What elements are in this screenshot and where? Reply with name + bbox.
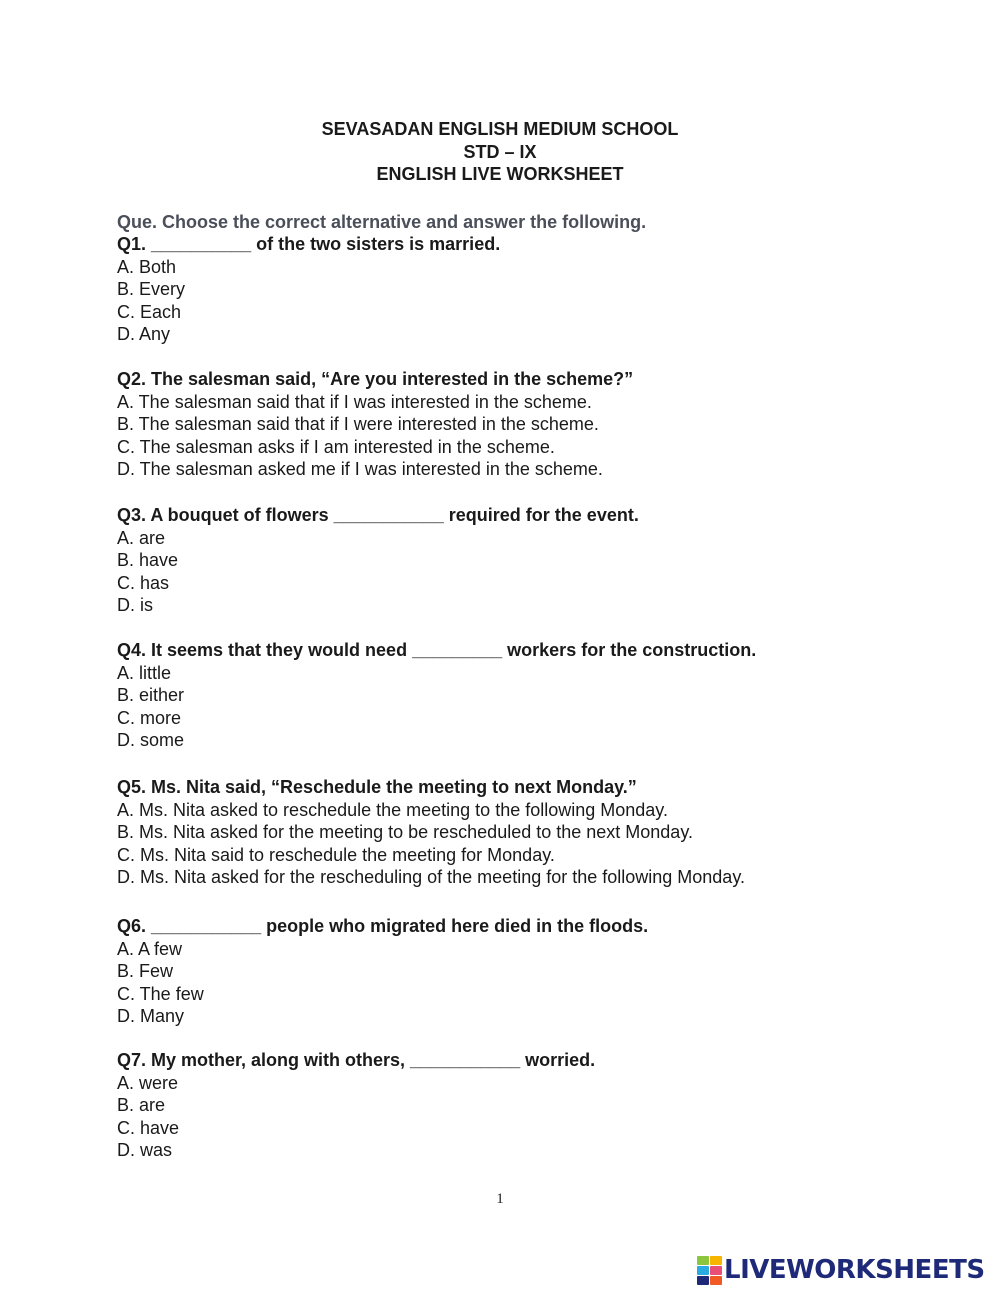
- option-c[interactable]: C. The salesman asks if I am interested in the scheme.: [117, 436, 555, 457]
- option-a[interactable]: A. Both: [117, 256, 177, 277]
- option-d[interactable]: D. Ms. Nita asked for the rescheduling of the meeting for the following Monday.: [117, 867, 745, 887]
- option-c[interactable]: C. have: [117, 1117, 180, 1138]
- option-b[interactable]: B. Every: [117, 279, 186, 299]
- option-b[interactable]: B. Few: [117, 961, 174, 981]
- question-2: [117, 368, 977, 481]
- question-text: Q5. Ms. Nita said, “Reschedule the meeting to next Monday.”: [117, 777, 637, 797]
- option-a[interactable]: A. Ms. Nita asked to reschedule the meeting to the following Monday.: [117, 799, 668, 820]
- logo-block: [710, 1266, 722, 1275]
- worksheet-header: [0, 118, 1000, 186]
- option-d[interactable]: D. was: [117, 1140, 173, 1160]
- option-c[interactable]: C. The few: [117, 983, 204, 1004]
- question-5: [117, 776, 977, 889]
- question-text: Q4. It seems that they would need _________ workers for the construction.: [117, 640, 757, 660]
- option-b[interactable]: B. have: [117, 550, 179, 570]
- question-7: [117, 1049, 977, 1162]
- option-c[interactable]: C. Each: [117, 301, 182, 322]
- logo-text: LIVEWORKSHEETS: [724, 1255, 985, 1285]
- liveworksheets-logo-icon: [697, 1256, 721, 1284]
- option-b[interactable]: B. either: [117, 685, 185, 705]
- logo-block: [710, 1276, 722, 1285]
- option-b[interactable]: B. Ms. Nita asked for the meeting to be rescheduled to the next Monday.: [117, 822, 693, 842]
- option-b[interactable]: B. are: [117, 1095, 166, 1115]
- option-a[interactable]: A. A few: [117, 938, 183, 959]
- logo-block: [697, 1276, 709, 1285]
- question-6: [117, 915, 977, 1028]
- question-text: Q6. ___________ people who migrated here died in the floods.: [117, 916, 649, 936]
- question-text: Q3. A bouquet of flowers ___________ required for the event.: [117, 505, 639, 525]
- logo-block: [710, 1256, 722, 1265]
- option-c[interactable]: C. more: [117, 707, 182, 728]
- option-a[interactable]: A. little: [117, 662, 172, 683]
- option-a[interactable]: A. The salesman said that if I was interested in the scheme.: [117, 391, 592, 412]
- question-text: Q7. My mother, along with others, ___________ worried.: [117, 1050, 596, 1070]
- page-number: 1: [496, 1191, 504, 1207]
- option-c[interactable]: C. has: [117, 572, 170, 593]
- worksheet-title: ENGLISH LIVE WORKSHEET: [376, 164, 624, 184]
- question-4: [117, 639, 977, 752]
- question-3: [117, 504, 977, 617]
- question-1: [117, 233, 977, 346]
- logo-block: [697, 1266, 709, 1275]
- question-text: Q1. __________ of the two sisters is married.: [117, 234, 501, 254]
- liveworksheets-logo: [697, 1254, 985, 1286]
- option-a[interactable]: A. were: [117, 1072, 179, 1093]
- school-name: SEVASADAN ENGLISH MEDIUM SCHOOL: [321, 119, 679, 139]
- logo-block: [697, 1256, 709, 1265]
- question-text: Q2. The salesman said, “Are you interested in the scheme?”: [117, 369, 634, 389]
- option-b[interactable]: B. The salesman said that if I were interested in the scheme.: [117, 414, 599, 434]
- option-d[interactable]: D. Many: [117, 1006, 185, 1026]
- option-c[interactable]: C. Ms. Nita said to reschedule the meeting for Monday.: [117, 844, 555, 865]
- option-d[interactable]: D. The salesman asked me if I was interested in the scheme.: [117, 459, 603, 479]
- standard-label: STD – IX: [463, 141, 537, 162]
- option-d[interactable]: D. Any: [117, 324, 171, 344]
- instruction-text: Que. Choose the correct alternative and answer the following.: [117, 212, 647, 232]
- option-d[interactable]: D. is: [117, 595, 153, 615]
- option-a[interactable]: A. are: [117, 527, 166, 548]
- option-d[interactable]: D. some: [117, 730, 185, 750]
